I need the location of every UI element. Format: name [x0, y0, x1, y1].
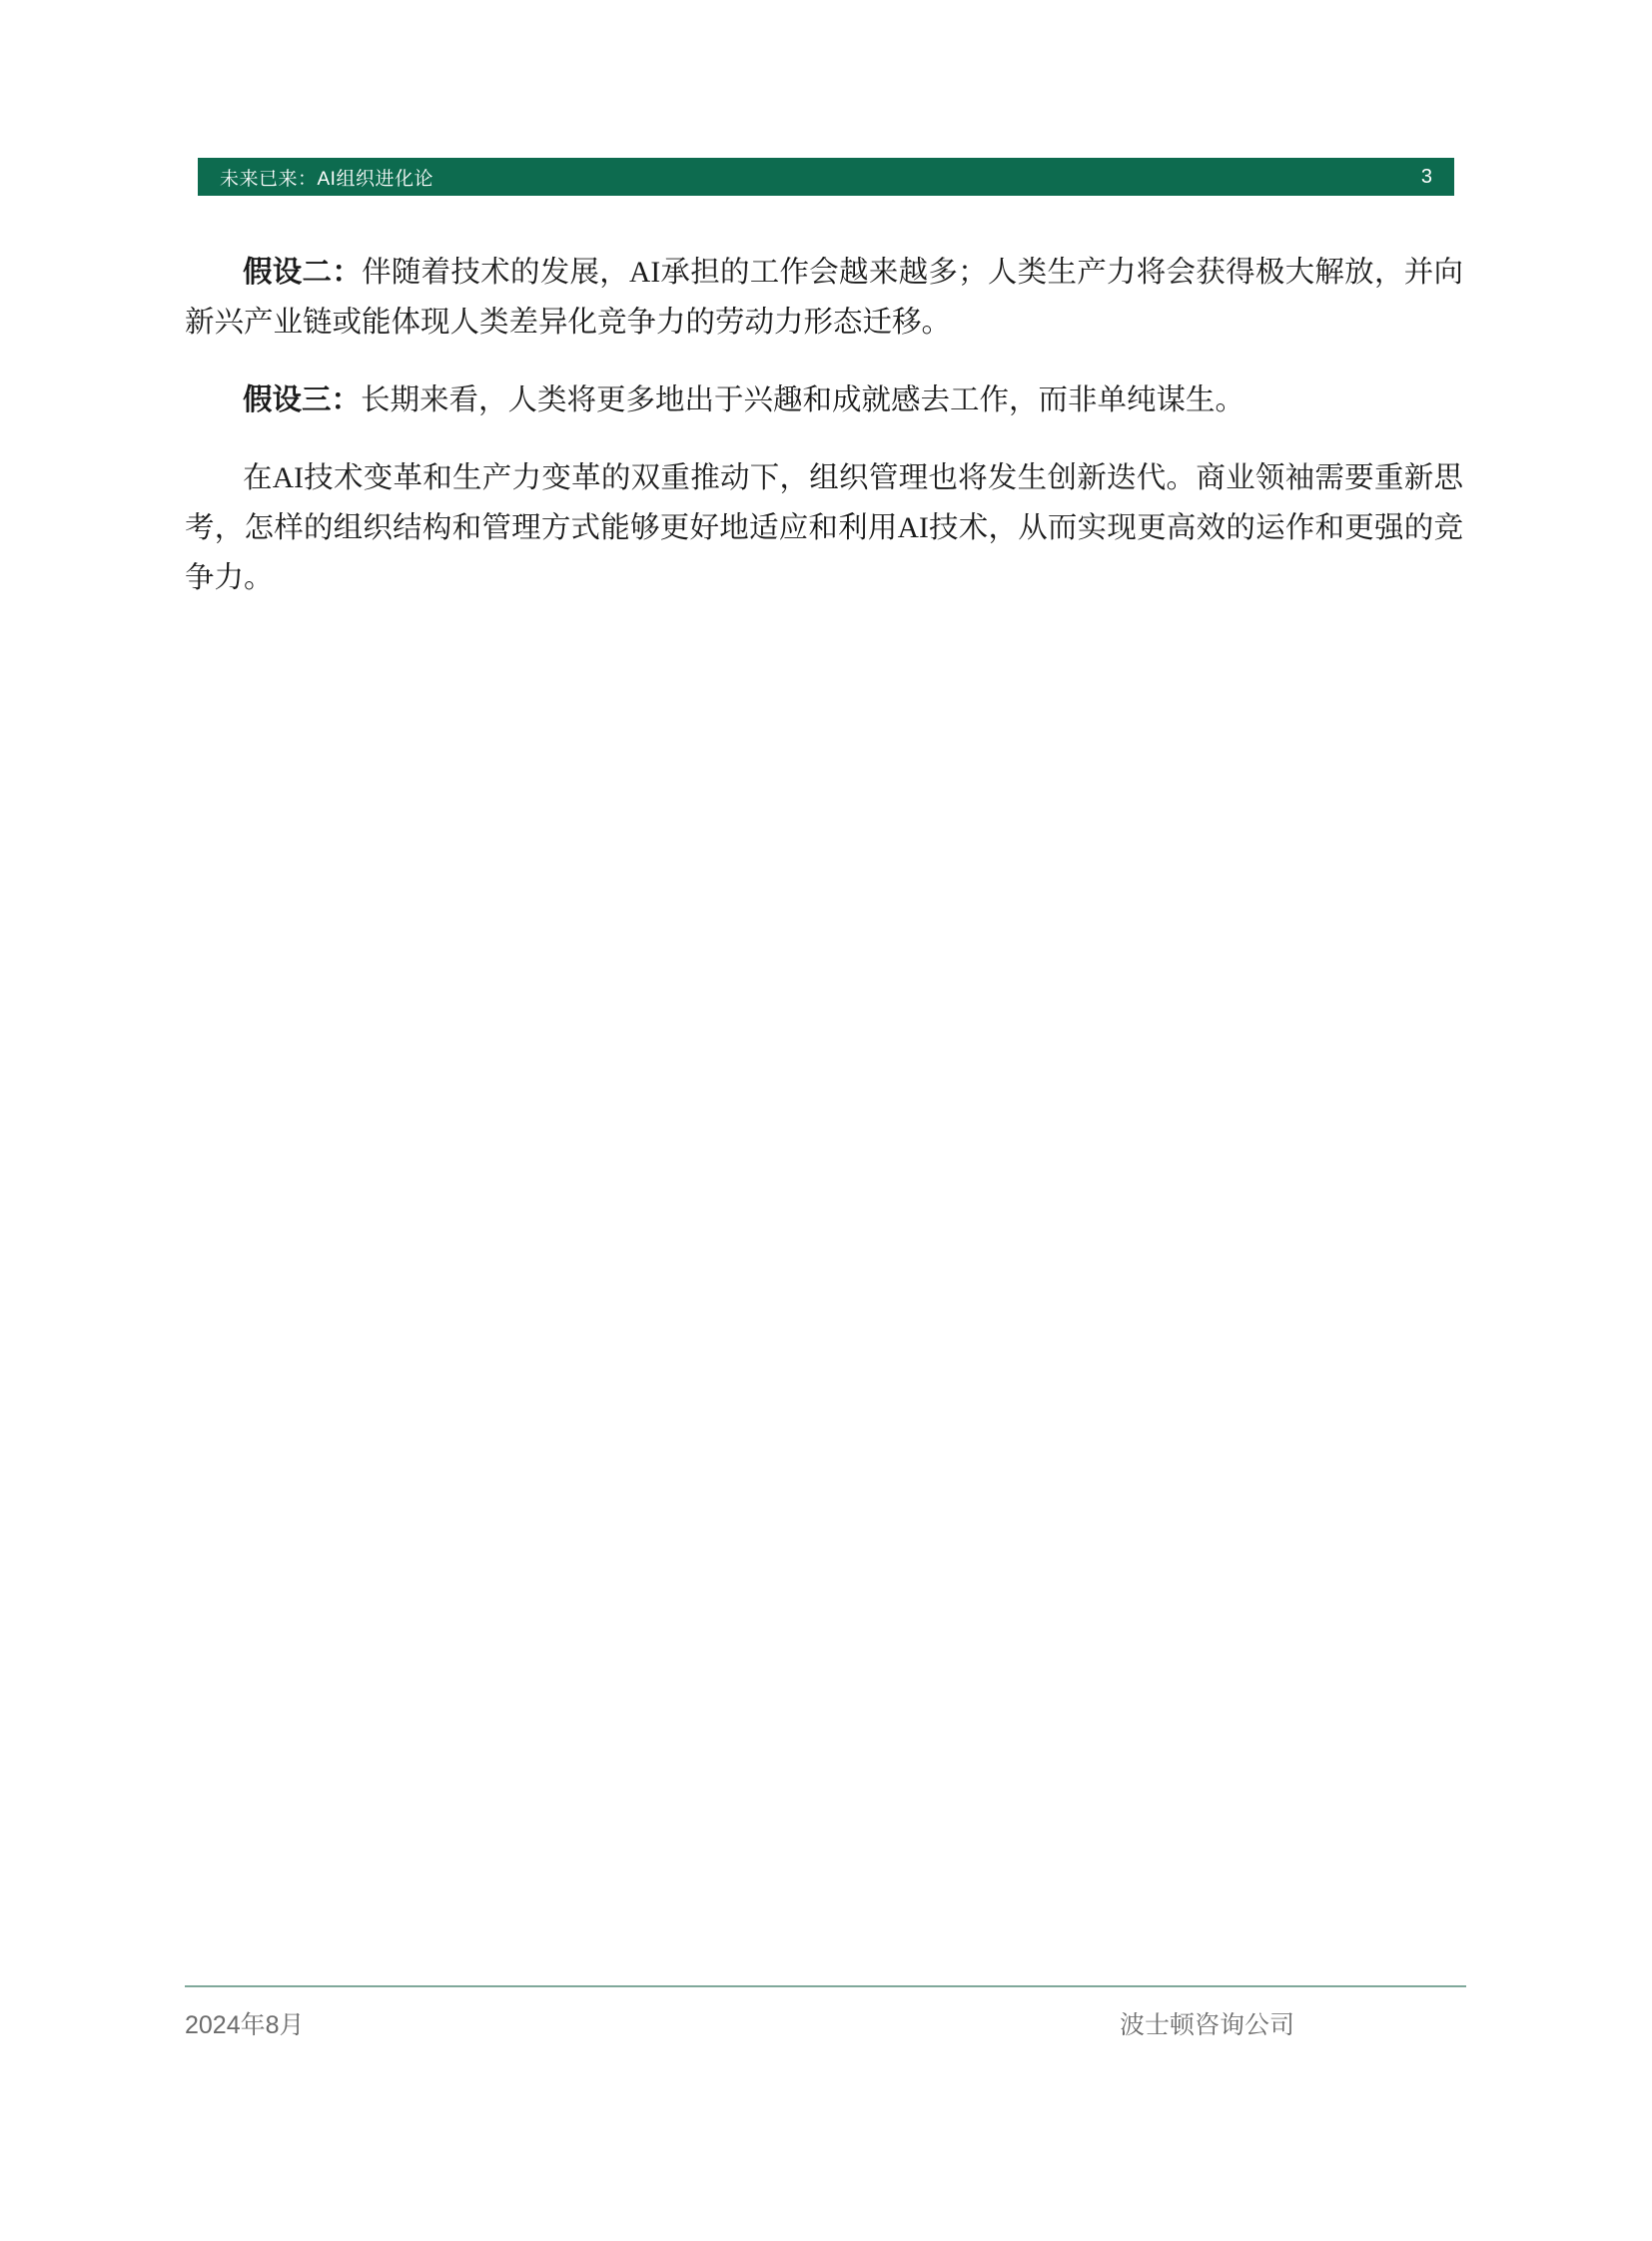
document-title: 未来已来：AI组织进化论 [220, 168, 433, 190]
paragraph-assumption-two [185, 248, 1463, 348]
paragraph-lead-label: 假设二： [243, 257, 363, 289]
paragraph-assumption-three [185, 375, 1463, 425]
paragraph-text: 在AI技术变革和生产力变革的双重推动下，组织管理也将发生创新迭代。商业领袖需要重新思考，怎样的组织结构和管理方式能够更好地适应和利用AI技术，从而实现更高效的运作和更强的竞争力。 [185, 462, 1463, 594]
footer-divider [185, 1985, 1466, 1987]
paragraph-text: 长期来看，人类将更多地出于兴趣和成就感去工作，而非单纯谋生。 [361, 384, 1245, 416]
paragraph-conclusion [185, 453, 1463, 603]
paragraph-lead-label: 假设三： [243, 384, 362, 416]
page-number: 3 [1420, 165, 1432, 188]
paragraph-text: 伴随着技术的发展，AI承担的工作会越来越多；人类生产力将会获得极大解放，并向新兴产业链或能体现人类差异化竞争力的劳动力形态迁移。 [185, 257, 1463, 339]
footer-date: 2024年8月 [185, 2011, 305, 2039]
page-footer [185, 2005, 1466, 2041]
page-body [185, 248, 1463, 603]
footer-organization: 波士顿咨询公司 [1119, 2011, 1294, 2039]
page-header-bar [198, 158, 1454, 196]
